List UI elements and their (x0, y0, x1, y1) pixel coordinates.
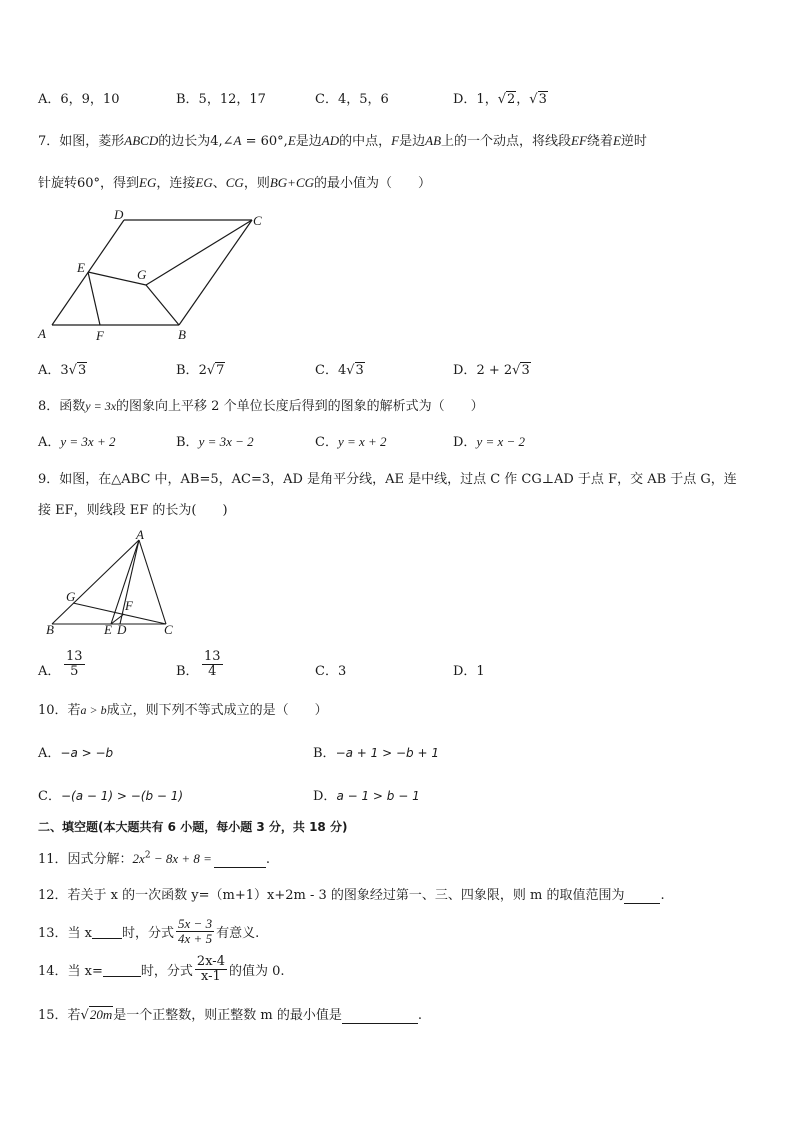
text-span: 4 (208, 663, 217, 679)
text-span: 12．若关于 x 的一次函数 y=（m+1）x+2m - 3 的图象经过第一、三、四象限，则 m 的取值范围为 (38, 888, 625, 903)
q7-stem-line2 (38, 172, 431, 191)
q11-answer-blank[interactable] (214, 852, 266, 868)
q9-option-b-fraction (202, 650, 223, 678)
text-span: 的中点， (339, 134, 392, 149)
text-span: 有意义. (216, 925, 260, 941)
text-span: 逆时 (620, 134, 647, 149)
segment-ca (139, 540, 166, 624)
q6-sqrt-3: 3 (538, 92, 547, 107)
q10-option-c (38, 785, 183, 804)
text-span: 的边长为4,∠ (158, 134, 234, 149)
q7-option-c: C．4√3 (315, 363, 364, 378)
text-span: 7 (216, 363, 225, 378)
q12-answer-blank[interactable] (624, 888, 660, 904)
q9-option-a-fraction (64, 650, 85, 678)
label-g: G (66, 589, 76, 604)
text-span: 15．若 (38, 1008, 81, 1023)
label-b: B (178, 327, 186, 342)
label-c: C (253, 213, 262, 228)
text-span: 时，分式 (140, 963, 193, 979)
q10-option-d (313, 785, 420, 804)
text-span: 5x − 3 (178, 915, 213, 931)
text-span: D． (313, 789, 337, 804)
text-span: EG (195, 175, 213, 190)
q8-option-a (38, 431, 115, 450)
q10-stem (38, 699, 328, 718)
text-span: EG (139, 175, 157, 190)
label-g: G (137, 267, 147, 282)
q8-options (38, 431, 758, 451)
q6-option-d: D．1，√2，√3 (453, 92, 547, 107)
q9-option-d: D．1 (453, 664, 485, 679)
text-span: AD (321, 133, 340, 148)
text-span: a > b (80, 703, 107, 717)
text-span: B． (176, 363, 199, 378)
text-span: y = x − 2 (476, 434, 526, 449)
segment-cg (73, 603, 166, 624)
q11-stem (38, 848, 270, 868)
text-span: 3 (521, 363, 530, 378)
q7-option-d: D．2 + 2√3 (453, 363, 530, 378)
q8-stem (38, 395, 484, 414)
q6-option-a: A．6，9，10 (38, 92, 120, 107)
text-span: −a > −b (60, 746, 114, 760)
text-span: C． (315, 435, 338, 450)
q14-answer-blank[interactable] (103, 961, 141, 977)
text-span: y = 3x + 2 (60, 434, 116, 449)
q9-option-c: C．3 (315, 664, 347, 679)
text-span: 11．因式分解： (38, 852, 133, 867)
text-span: 是边 (295, 134, 322, 149)
text-span: A． (38, 435, 61, 450)
q7-rhombus-figure (34, 205, 274, 345)
q15-sqrt: 20m (89, 1007, 113, 1022)
label-d: D (114, 207, 124, 222)
q13-stem (38, 914, 259, 948)
text-span: F (391, 133, 400, 148)
label-c: C (164, 622, 173, 637)
text-span: 时，分式 (122, 925, 175, 941)
text-span: y = x + 2 (337, 434, 387, 449)
q9-stem-line1: 9．如图，在△ABC 中，AB=5，AC=3，AD 是角平分线，AE 是中线，过点 C 作 CG⊥AD 于点 F，交 AB 于点 G，连 (38, 472, 737, 487)
text-span: 3 (355, 363, 364, 378)
q8-option-d (453, 431, 525, 450)
q8-option-b (176, 431, 254, 450)
text-span: A (233, 133, 242, 148)
label-f: F (125, 598, 133, 613)
text-span: C． (38, 789, 61, 804)
q7-option-a: A．3√3 (38, 363, 87, 378)
text-span: 成立，则下列不等式成立的是（ ） (106, 703, 328, 718)
text-span: 的图象向上平移 2 个单位长度后得到的图象的解析式为（ ） (116, 399, 484, 414)
text-span: B． (313, 746, 336, 761)
q9-option-a-label: A． (38, 664, 61, 679)
text-span: −a + 1 > −b + 1 (335, 746, 439, 760)
text-span: 5 (70, 663, 79, 679)
text-span: . (417, 1008, 422, 1023)
text-span: 13 (66, 649, 83, 664)
text-span: 上的一个动点，将线段 (441, 134, 572, 149)
text-span: E (612, 133, 621, 148)
text-span: 14．当 x= (38, 963, 103, 979)
text-span: 7．如图，菱形 (38, 134, 125, 149)
q15-stem: 15．若√20m是一个正整数，则正整数 m 的最小值是 . (38, 1007, 422, 1023)
label-e: E (104, 622, 112, 637)
text-span: = 60°, (241, 134, 288, 149)
text-span: E (287, 133, 296, 148)
text-span: . (265, 852, 271, 867)
q9-triangle-figure (40, 528, 190, 640)
text-span: 、 (212, 176, 226, 191)
text-span: 绕着 (586, 134, 613, 149)
segment-bc (179, 220, 252, 325)
text-span: 2 + 2 (476, 363, 513, 378)
text-span: 是一个正整数，则正整数 m 的最小值是 (113, 1008, 342, 1023)
text-span: −(a − 1) > −(b − 1) (60, 789, 184, 803)
text-span: 4x + 5 (178, 930, 213, 946)
segment-gb (146, 285, 179, 325)
q7-stem-line1 (38, 130, 647, 149)
q12-stem (38, 884, 665, 904)
text-span: D． (453, 435, 477, 450)
text-span: ABCD (124, 133, 159, 148)
text-span: D． (453, 363, 477, 378)
text-span: ， (516, 92, 530, 107)
text-span: ，则 (243, 176, 270, 191)
text-span: 的值为 0. (228, 963, 285, 979)
q9-option-b-label: B． (176, 664, 199, 679)
q9-options (38, 648, 758, 692)
label-a: A (136, 528, 144, 542)
text-span: 3 (77, 363, 87, 378)
text-span: D．1， (453, 92, 498, 107)
label-b: B (46, 622, 54, 637)
q14-fraction (195, 955, 227, 983)
text-span: A． (38, 746, 61, 761)
segment-ef (88, 272, 100, 325)
label-d: D (117, 622, 127, 637)
text-span: 2x-4 (196, 953, 225, 969)
q10-option-a (38, 742, 113, 761)
text-span: 8．函数 (38, 399, 86, 414)
text-span: 是边 (399, 134, 426, 149)
text-span: 2 (198, 363, 207, 378)
q6-option-b: B．5，12，17 (176, 92, 266, 107)
text-span: CG (225, 175, 244, 190)
q7-option-b: B．2√7 (176, 363, 225, 378)
text-span: C． (315, 363, 338, 378)
q13-answer-blank[interactable] (92, 923, 122, 939)
text-span: − 8x + 8 = (150, 851, 212, 866)
label-a: A (38, 326, 46, 341)
text-span: ，连接 (156, 176, 196, 191)
text-span: 针旋转60°，得到 (38, 176, 140, 191)
text-span: 的最小值为（ ） (314, 176, 432, 191)
text-span: y = 3x − 2 (198, 434, 254, 449)
q6-options (38, 88, 758, 108)
segment-gc (146, 220, 252, 285)
q6-sqrt-2: 2 (507, 92, 516, 107)
text-span: a − 1 > b − 1 (336, 789, 420, 803)
text-span: BG+CG (269, 175, 315, 190)
text-span: x-1 (201, 968, 221, 984)
q8-option-c (315, 431, 387, 450)
label-f: F (96, 328, 104, 343)
text-span: 13．当 x (38, 925, 93, 941)
text-span: 3 (60, 363, 69, 378)
text-span: EF (571, 133, 587, 148)
label-e: E (77, 260, 85, 275)
q9-stem-line2: 接 EF，则线段 EF 的长为( ) (38, 503, 228, 518)
text-span: 13 (204, 649, 221, 664)
q6-option-c: C．4，5，6 (315, 92, 389, 107)
q14-stem (38, 952, 285, 986)
q13-fraction (176, 917, 214, 945)
q15-answer-blank[interactable] (342, 1008, 418, 1024)
text-span: 2 (144, 850, 151, 861)
q10-option-b (313, 742, 439, 761)
text-span: 2x (132, 851, 145, 866)
text-span: 4 (337, 363, 347, 378)
text-span: y = 3x (85, 399, 117, 413)
text-span: 10．若 (38, 703, 81, 718)
text-span: . (660, 888, 665, 903)
text-span: AB (425, 133, 442, 148)
section-2-title: 二、填空题(本大题共有 6 小题，每小题 3 分，共 18 分) (38, 820, 348, 834)
text-span: B． (176, 435, 199, 450)
text-span: A． (38, 363, 61, 378)
q7-options (38, 359, 758, 381)
